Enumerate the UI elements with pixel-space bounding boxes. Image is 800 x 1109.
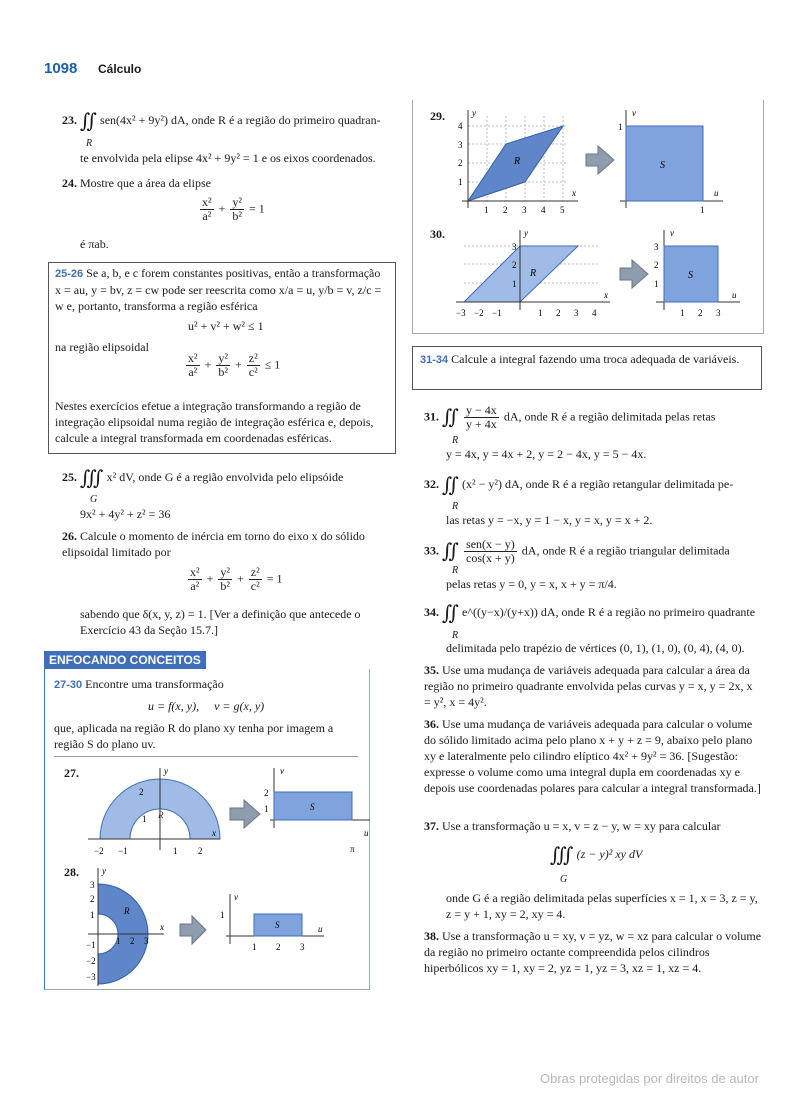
svg-text:S: S [310,802,315,812]
exercise-number: 35. [424,663,439,677]
svg-text:1: 1 [173,846,178,856]
box-text [420,351,754,368]
svg-text:u: u [732,290,737,300]
exercise-conclusion: é πab. [80,237,109,251]
svg-text:1: 1 [90,910,95,920]
page-title: Cálculo [98,62,142,76]
svg-text:x: x [212,828,216,838]
exercise-37 [424,818,762,834]
exercise-number: 28. [64,865,79,879]
svg-text:1: 1 [618,122,623,132]
svg-text:3: 3 [512,242,517,252]
equation-rhs: = 1 [266,571,283,586]
fraction-denominator: b² [220,579,230,593]
exercise-text: dA, onde R é a região triangular delimitada [521,543,730,558]
integral-region-label: G [90,494,98,505]
exercise-number: 32. [424,477,439,491]
box-text: Se a, b, e c forem constantes positivas, então a transformação x = au, y = bv, z = cw pode ser reescrita como x/a = u, y/b = v, z/c = w e, portanto, transforma a região esférica [55,266,382,313]
svg-text:4: 4 [541,205,546,215]
exercise-text-cont: y = 4x, y = 4x + 2, y = 2 − 4x, y = 5 − 4x. [446,447,647,461]
exercise-number: 26. [62,529,77,543]
exercise-text: Use a transformação u = x, v = z − y, w = xy para calcular [442,819,721,833]
exercise-33 [424,538,764,565]
svg-text:3: 3 [144,936,149,946]
svg-text:1: 1 [680,308,685,318]
svg-text:2: 2 [503,205,508,215]
copyright-watermark: Obras protegidas por direitos de autor [540,1071,759,1086]
fraction-numerator: y² [220,565,230,579]
box-paragraph-2: na região elipsoidal [55,340,149,354]
svg-text:−3: −3 [456,308,466,318]
box-paragraph-3: Nestes exercícios efetue a integração transformando a região de integração elipsoidal numa região de integração esférica e, depois, calcule a integral transformada em coordenadas esféricas. [55,399,374,445]
exercise-text: e^((y−x)/(y+x)) dA, onde R é a região no primeiro quadrante [462,605,756,619]
svg-text:R: R [124,906,130,916]
exercise-number: 33. [424,543,439,558]
svg-text:2: 2 [130,936,135,946]
page-number: 1098 [44,60,78,77]
divider [54,756,358,757]
box-tag: 27-30 [54,679,83,691]
double-integral-sign: ∬ [442,406,460,429]
double-integral-sign: ∬ [80,110,98,133]
svg-text:y: y [472,108,476,118]
exercise-text-cont: sabendo que δ(x, y, z) = 1. [Ver a definição que antecede o Exercício 43 da Seção 15.7.] [80,607,361,637]
svg-text:−2: −2 [94,846,104,856]
equation-rhs: = 1 [249,201,265,216]
svg-text:1: 1 [220,910,225,920]
svg-text:v: v [234,892,238,902]
integral-region-label: R [452,435,459,446]
exercise-number: 24. [62,176,77,190]
arrow-icon [620,260,648,288]
fraction-denominator: c² [250,579,260,593]
fraction-denominator: a² [202,209,212,223]
concepts-text: Encontre uma transformação [85,677,224,691]
box-tag: 31-34 [420,354,449,366]
exercise-26 [62,528,396,560]
fraction-numerator: z² [248,351,258,365]
svg-text:−2: −2 [474,308,484,318]
triple-integral-expression [550,844,643,867]
exercise-23 [62,110,402,133]
concepts-badge: ENFOCANDO CONCEITOS [44,651,206,669]
exercise-35 [424,662,762,710]
fraction-denominator: b² [218,365,228,379]
box-instructions: Calcule a integral fazendo uma troca adequada de variáveis. [451,352,740,366]
exercise-text: sen(4x² + 9y²) dA, onde R é a região do primeiro quadran- [100,113,381,127]
svg-text:1: 1 [458,177,463,187]
arrow-icon [180,916,206,944]
triple-integral-sign: ∭ [550,844,574,867]
exercise-text-cont: delimitada pelo trapézio de vértices (0, 1), (1, 0), (0, 4), (4, 0). [446,641,745,655]
svg-text:y: y [164,766,168,776]
svg-text:4: 4 [458,121,463,131]
svg-text:−3: −3 [86,972,96,982]
svg-text:5: 5 [560,205,565,215]
svg-text:−1: −1 [118,846,128,856]
svg-text:1: 1 [264,804,269,814]
exercise-number: 29. [430,109,445,123]
box-paragraph-1 [55,265,389,314]
svg-text:u: u [364,828,369,838]
svg-text:1: 1 [484,205,489,215]
exercise-text: dA, onde R é a região delimitada pelas retas [503,409,716,424]
fraction-numerator: y² [232,195,242,209]
exercise-text: x² dV, onde G é a região envolvida pelo elipsóide [106,470,344,484]
fraction-denominator: a² [190,579,200,593]
exercise-number: 30. [430,227,445,241]
svg-text:S: S [688,270,693,281]
exercise-text: Use uma mudança de variáveis adequada para calcular a área da região no primeiro quadrante envolvida pelas curvas y = x, y = 2x, x = y², x = 4y². [424,663,753,709]
exercise-text: Use uma mudança de variáveis adequada para calcular o volume do sólido limitado acima pelo plano x + y + z = 9, abaixo pelo plano xy e lateralmente pelo cilindro elíptico 4x² + 9y² = 36. [Sugestão: expresse o volume como uma integral dupla em coordenadas xy e depois use coordenadas polares para calcular a integral transformada.] [424,717,761,795]
svg-text:−1: −1 [86,940,96,950]
figure-29 [448,106,748,216]
svg-text:4: 4 [592,308,597,318]
exercise-text-cont: te envolvida pela elipse 4x² + 9y² = 1 e os eixos coordenados. [80,151,376,165]
svg-text:v: v [632,108,636,118]
fraction-denominator: cos(x + y) [466,551,515,565]
exercise-text: Mostre que a área da elipse [80,176,211,190]
exercise-number: 37. [424,819,439,833]
svg-text:1: 1 [512,279,517,289]
svg-text:S: S [660,160,665,171]
exercise-number: 38. [424,929,439,943]
fraction-denominator: a² [188,365,198,379]
svg-text:2: 2 [698,308,703,318]
box-tag: 25-26 [55,268,84,280]
transformation-equation: u = f(x, y), v = g(x, y) [148,699,265,713]
svg-text:R: R [514,156,521,167]
svg-text:1: 1 [654,279,659,289]
exercise-32 [424,474,764,497]
svg-text:y: y [102,866,106,876]
svg-text:1: 1 [538,308,543,318]
exercise-38 [424,928,762,976]
svg-text:2: 2 [90,894,95,904]
parallelogram-region [464,246,578,302]
exercise-number: 23. [62,113,77,127]
exercise-number: 27. [64,766,79,780]
svg-text:1: 1 [700,205,705,215]
arrow-icon [230,800,260,828]
exercise-36 [424,716,762,796]
svg-text:1: 1 [252,942,257,952]
fraction-numerator: x² [202,195,212,209]
integrand: (z − y)² xy dV [576,847,643,861]
exercise-number: 34. [424,605,439,619]
exercise-text: Use a transformação u = xy, v = yz, w = xz para calcular o volume da região no primeiro octante compreendida pelos cilindros hiperbólicos xy = 1, xy = 2, yz = 1, yz = 3, xz = 1, xz = 4. [424,929,762,975]
sphere-inequality: u² + v² + w² ≤ 1 [188,319,264,333]
svg-text:2: 2 [512,260,517,270]
svg-text:1: 1 [142,814,147,824]
svg-text:3: 3 [300,942,305,952]
exercise-text-cont: 9x² + 4y² + z² = 36 [80,507,171,521]
svg-text:x: x [604,290,608,300]
svg-text:3: 3 [574,308,579,318]
exercise-text-cont: pelas retas y = 0, y = x, x + y = π/4. [446,577,617,591]
integral-region-label: R [86,138,93,149]
concepts-paragraph: que, aplicada na região R do plano xy tenha por imagem a região S do plano uv. [54,721,334,751]
svg-text:x: x [572,188,576,198]
figure-28 [84,864,374,988]
fraction-numerator: z² [250,565,260,579]
svg-text:u: u [714,188,719,198]
integral-region-label: R [452,565,459,576]
triple-integral-sign: ∭ [80,467,104,490]
svg-text:3: 3 [716,308,721,318]
fraction-denominator: c² [248,365,258,379]
double-integral-sign: ∬ [442,474,460,497]
exercise-text-cont: las retas y = −x, y = 1 − x, y = x, y = x + 2. [446,513,653,527]
svg-text:2: 2 [264,788,269,798]
exercise-24 [62,175,211,191]
exercise-number: 25. [62,470,77,484]
svg-text:3: 3 [458,140,463,150]
fraction-numerator: x² [188,351,198,365]
svg-text:R: R [530,268,537,279]
exercise-text: Calcule o momento de inércia em torno do eixo x do sólido elipsoidal limitado por [62,529,365,559]
svg-text:u: u [318,924,323,934]
svg-text:3: 3 [522,205,527,215]
svg-text:2: 2 [198,846,203,856]
svg-text:2: 2 [556,308,561,318]
exercise-text-cont: onde G é a região delimitada pelas superfícies x = 1, x = 3, z = y, z = y + 1, xy = 2, xy = 4. [446,891,758,921]
ellipsoid-equation: $\frac{\text{x²}}{\text{a²}}$ + $\frac{\text{y²}}{\text{b²}}$ + $\frac{\text{z²}}{\text{c²}}$ = 1 [190,565,283,593]
ellipsoid-inequality: $\frac{\text{x²}}{\text{a²}}$ + $\frac{\text{y²}}{\text{b²}}$ + $\frac{\text{z²}}{\text{c²}}$ ≤ 1 [188,351,281,379]
fraction-numerator: sen(x − y) [466,537,515,551]
exercise-31 [424,404,764,431]
fraction-numerator: x² [190,565,200,579]
fraction-denominator: b² [232,209,242,223]
double-integral-sign: ∬ [442,540,460,563]
svg-text:π: π [350,844,355,854]
integral-region-label: R [452,501,459,512]
svg-text:2: 2 [458,158,463,168]
svg-text:−2: −2 [86,956,96,966]
svg-text:v: v [670,228,674,238]
concepts-intro [54,676,224,693]
svg-text:x: x [160,922,164,932]
svg-text:−1: −1 [492,308,502,318]
svg-text:2: 2 [276,942,281,952]
svg-text:1: 1 [116,936,121,946]
fraction-denominator: y + 4x [466,417,497,431]
exercise-25 [62,467,400,490]
integral-region-label: G [560,874,568,885]
exercise-number: 31. [424,409,439,424]
exercise-number: 36. [424,717,439,731]
ellipse-equation: $\frac{\text{x²}}{\text{a²}}$ + $\frac{\text{y²}}{\text{b²}}$ = 1 [202,195,265,223]
fraction-numerator: y² [218,351,228,365]
integral-region-label: R [452,630,459,641]
inequality-rhs: ≤ 1 [264,357,281,372]
svg-text:y: y [524,228,528,238]
svg-text:v: v [280,766,284,776]
fraction-numerator: y − 4x [466,403,497,417]
arrow-icon [586,146,614,174]
svg-text:2: 2 [139,787,144,797]
exercise-text: (x² − y²) dA, onde R é a região retangular delimitada pe- [462,477,734,491]
svg-text:S: S [275,920,280,930]
double-integral-sign: ∬ [442,602,460,625]
figure-27 [84,764,374,860]
svg-text:2: 2 [654,260,659,270]
svg-text:3: 3 [654,242,659,252]
svg-text:R: R [158,810,164,820]
svg-text:3: 3 [90,880,95,890]
exercise-34 [424,602,764,625]
figure-30 [448,226,748,322]
